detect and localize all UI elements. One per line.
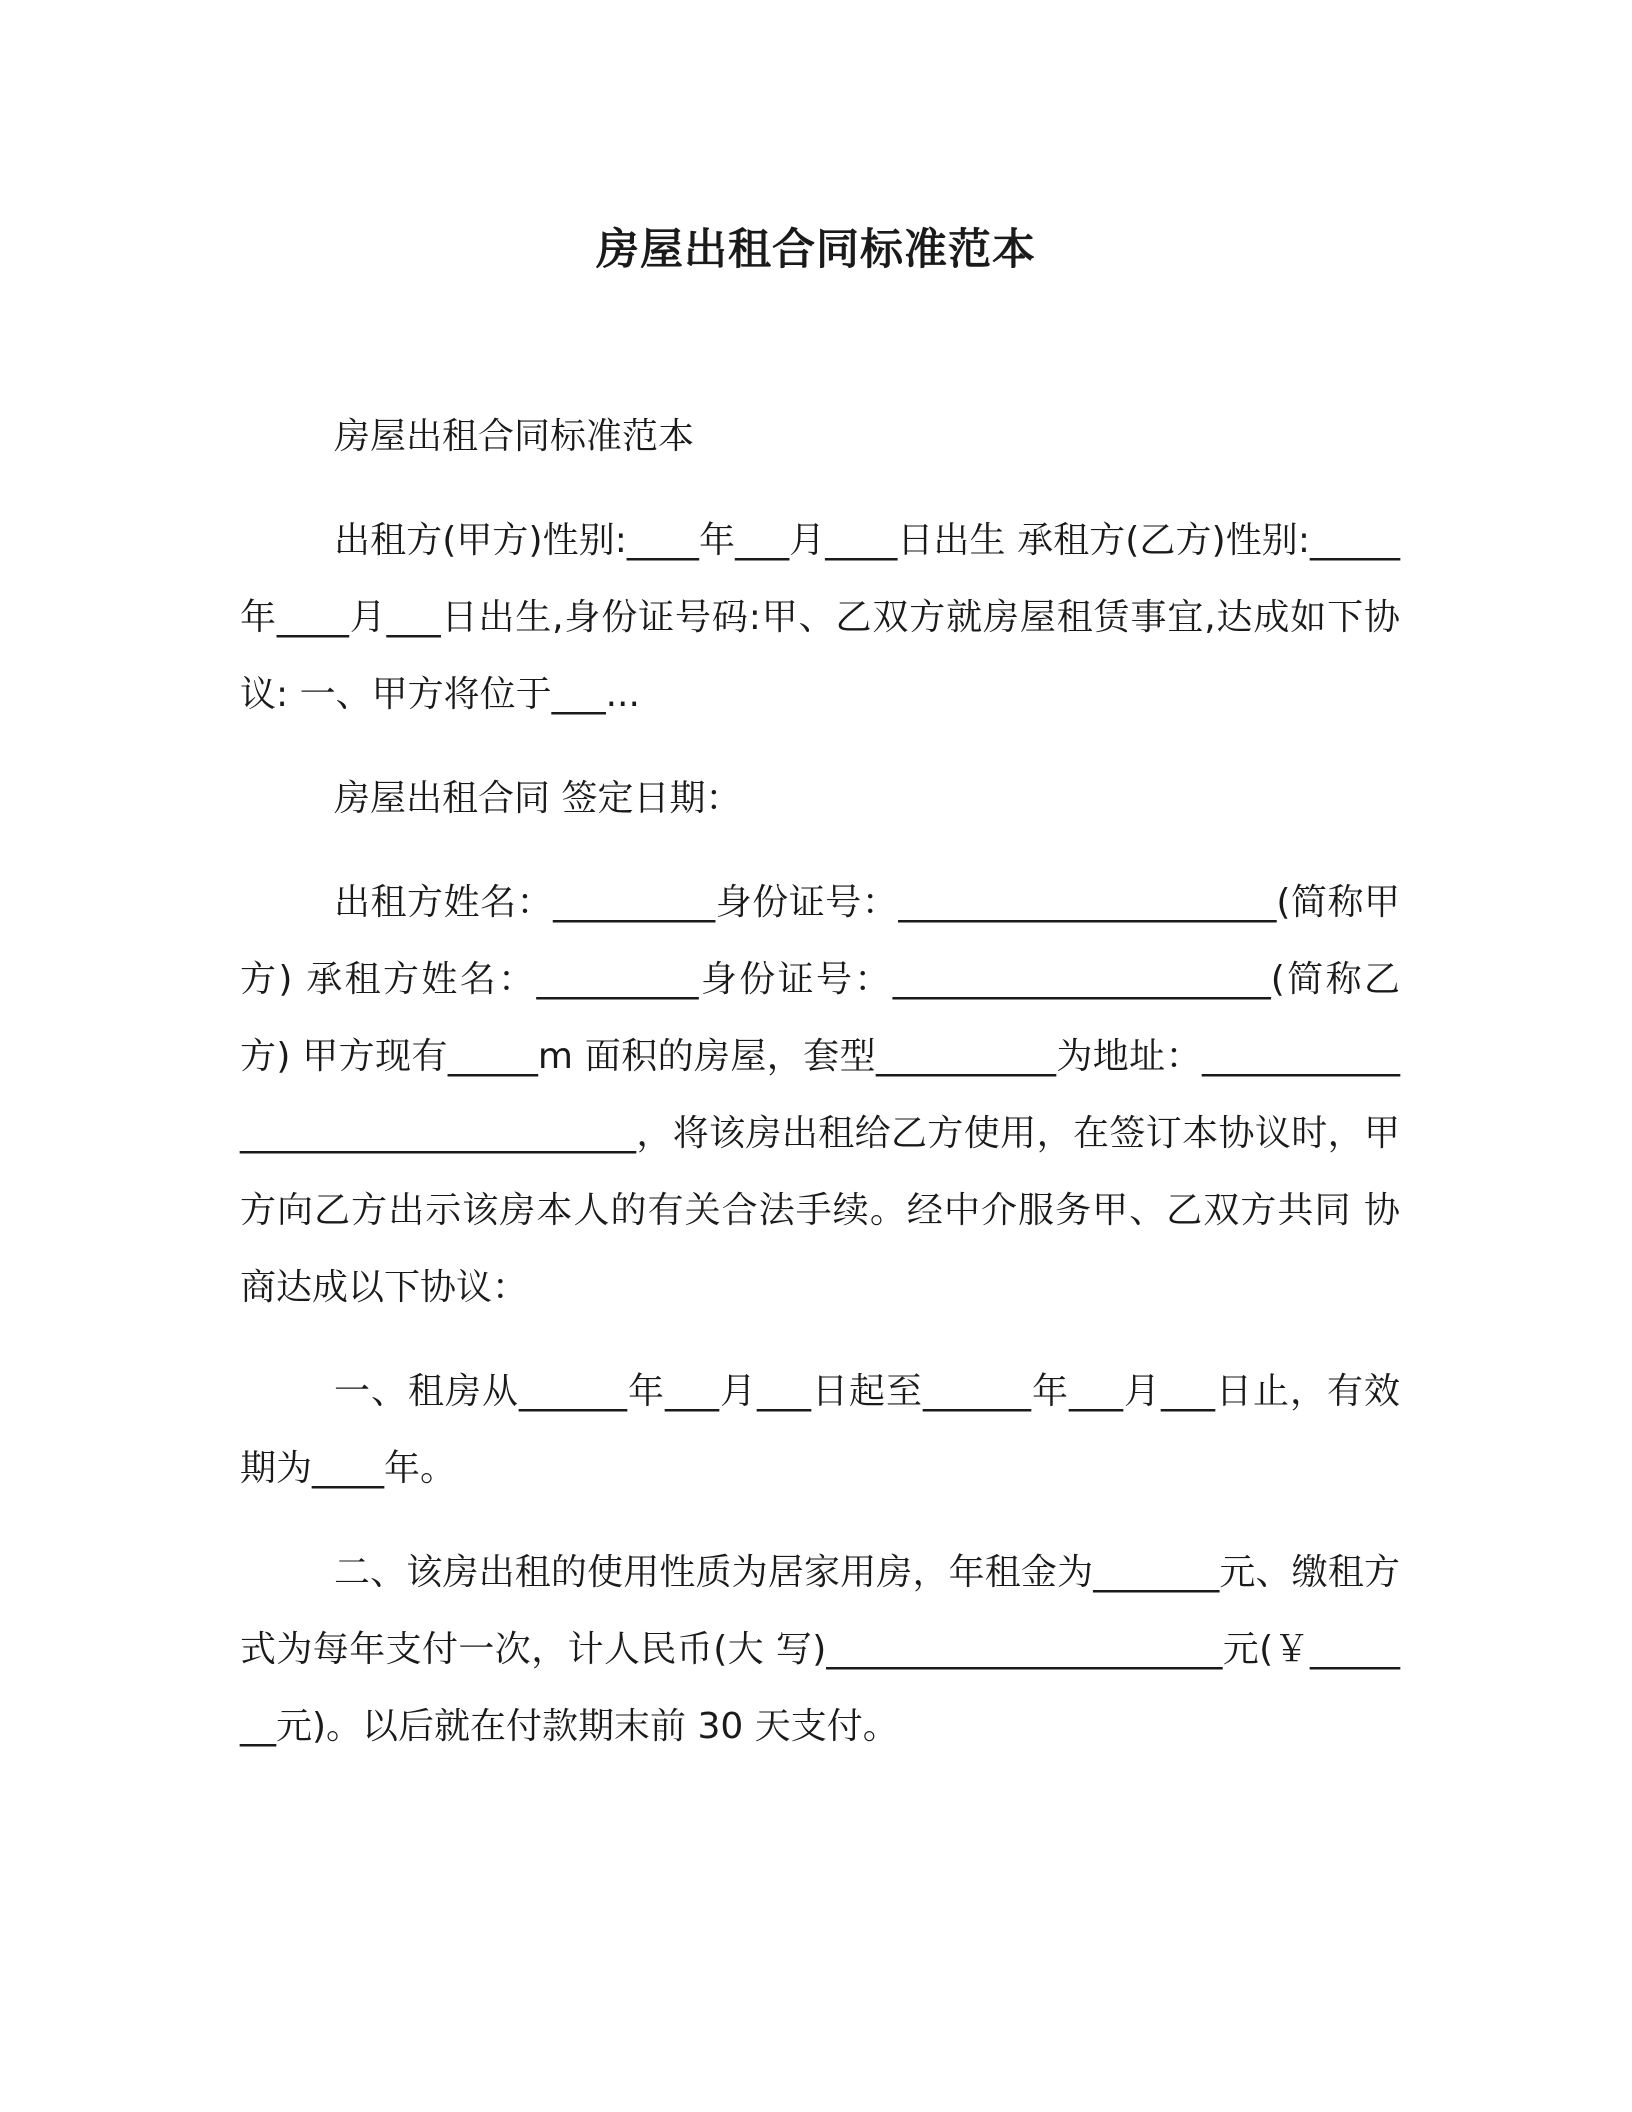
paragraph-clause-2-rent: 二、该房出租的使用性质为居家用房，年租金为_______元、缴租方式为每年支付一次，计人民币(大 写)______________________元(￥_______元)。以后就在付款期末前 30 天支付。 xyxy=(240,1552,1400,1747)
paragraph-subtitle: 房屋出租合同标准范本 xyxy=(334,416,695,457)
paragraph-parties-summary: 出租方(甲方)性别:____年___月____日出生 承租方(乙方)性别:_____年____月___日出生,身份证号码:甲、乙双方就房屋租赁事宜,达成如下协议: 一、甲方将位于___... xyxy=(240,520,1400,715)
paragraph-clause-1-term: 一、租房从______年___月___日起至______年___月___日止，有效期为____年。 xyxy=(240,1371,1400,1489)
document-body xyxy=(240,398,1400,1792)
paragraph-signing-date: 房屋出租合同 签定日期： xyxy=(334,778,742,819)
paragraph-parties-details: 出租方姓名：_________身份证号：_____________________(简称甲方) 承租方姓名：_________身份证号：_____________________(简称乙方) 甲方现有_____m 面积的房屋，套型__________为地址：_________________________________，将该房出租给乙方使用，在签订本协议时，甲方向乙方出示该房本人的有关合法手续。经中介服务甲、乙双方共同 协商达成以下协议： xyxy=(240,882,1400,1308)
document-title: 房屋出租合同标准范本 xyxy=(596,225,1036,275)
